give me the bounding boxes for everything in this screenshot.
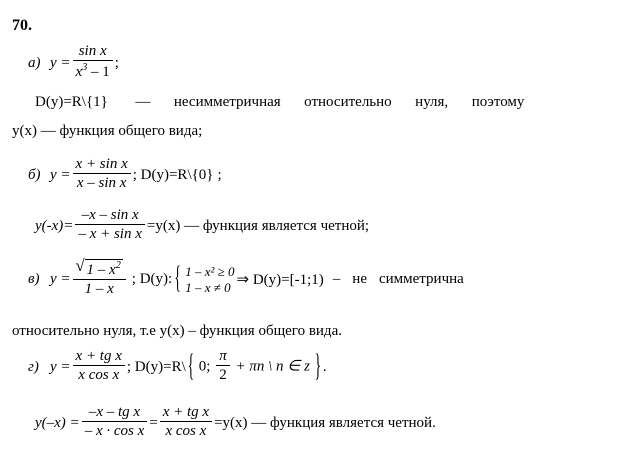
part-b-fraction-2	[75, 207, 144, 244]
part-g-fraction-3-denominator: x cos x	[165, 423, 207, 440]
solution-part-a-conclusion: y(x) — функция общего вида;	[12, 123, 203, 139]
part-a-domain-set: {1}	[85, 94, 108, 110]
part-g-yminusx: y(–x) =	[35, 414, 80, 431]
part-b-fraction-2-denominator: – x + sin x	[78, 226, 142, 243]
part-v-radicand-text: 1 – x	[86, 261, 116, 278]
part-g-label: г)	[28, 358, 39, 375]
part-b-y-equals: y =	[50, 166, 71, 183]
solution-part-b-line1	[28, 157, 222, 194]
part-g-fraction-denominator: x cos x	[78, 367, 120, 384]
part-g-fraction-numerator: x + tg x	[73, 348, 125, 367]
part-g-equals: =	[149, 414, 158, 431]
part-g-fraction-3	[160, 404, 212, 441]
part-a-domain-label: D(y)=R\	[35, 94, 86, 110]
solution-part-b-line2	[35, 208, 369, 245]
part-b-domain-set: {0}	[191, 166, 214, 183]
part-v-text-1: не	[352, 271, 367, 288]
solution-part-g-line1	[28, 349, 327, 386]
part-g-set-fraction-denominator: 2	[219, 367, 227, 384]
solution-part-a-domain	[35, 94, 615, 111]
part-g-period: .	[322, 358, 327, 375]
part-a-den-base: x	[75, 64, 83, 81]
part-a-text-3: нуля,	[415, 94, 449, 110]
part-a-fraction-denominator	[73, 61, 113, 81]
part-v-fraction-numerator	[73, 259, 126, 281]
part-a-fraction	[73, 43, 113, 82]
part-v-text-2: симметрична	[378, 271, 464, 288]
part-a-semicolon: ;	[114, 54, 119, 71]
part-b-semicolon: ;	[217, 166, 222, 183]
part-g-fraction-2-denominator: – x · cos x	[84, 423, 145, 440]
part-g-fraction-2-numerator: –x – tg x	[82, 404, 148, 423]
part-v-domain-label: ; D(y):	[131, 271, 173, 288]
square-root-icon	[76, 259, 123, 279]
part-a-text-1: несимметричная	[173, 94, 281, 110]
part-v-system	[174, 264, 234, 297]
part-g-domain-set	[186, 349, 323, 386]
part-g-set-fraction-numerator: π	[216, 348, 230, 367]
part-v-label: в)	[28, 271, 40, 288]
solution-part-v-line1	[28, 260, 464, 300]
part-b-fraction	[73, 156, 131, 193]
part-g-fraction-3-numerator: x + tg x	[160, 404, 212, 423]
part-a-label: а)	[28, 54, 41, 71]
part-a-dash: —	[135, 94, 151, 110]
part-b-fraction-numerator: x + sin x	[73, 156, 131, 175]
part-a-text-2: относительно	[304, 94, 392, 110]
part-b-yminusx: y(-x)=	[35, 217, 74, 234]
part-b-conclusion: =y(x) — функция является четной;	[146, 217, 370, 234]
part-b-fraction-2-numerator: –x – sin x	[75, 207, 144, 226]
part-a-text-4: поэтому	[471, 94, 525, 110]
part-a-den-exponent: 3	[82, 62, 88, 74]
part-v-implies: ⇒ D(y)=[-1;1)	[236, 272, 324, 289]
solution-part-g-line2	[35, 405, 436, 442]
part-g-set-fraction	[216, 348, 230, 385]
part-g-set-first: 0;	[198, 358, 211, 375]
part-b-label: б)	[28, 166, 41, 183]
task-number: 70.	[12, 17, 32, 34]
part-g-set-tail: + πn \ n ∈ z	[235, 358, 310, 375]
part-b-domain-label: ; D(y)=R\	[132, 166, 192, 183]
part-v-radicand	[85, 259, 123, 279]
part-v-fraction	[73, 259, 126, 299]
part-a-den-tail: – 1	[91, 64, 110, 81]
part-v-fraction-denominator: 1 – x	[84, 281, 114, 298]
solution-part-v-conclusion: относительно нуля, т.е y(x) – функция общего вида.	[12, 323, 342, 339]
part-a-fraction-numerator: sin x	[73, 43, 113, 62]
part-b-fraction-denominator: x – sin x	[76, 175, 127, 192]
part-v-system-row-2: 1 – x ≠ 0	[185, 279, 231, 295]
part-v-radicand-exponent: 2	[115, 259, 121, 271]
solution-part-a-line1	[28, 44, 119, 83]
part-v-dash: –	[332, 271, 341, 288]
part-g-fraction	[73, 348, 125, 385]
part-g-y-equals: y =	[50, 358, 71, 375]
part-v-y-equals: y =	[50, 271, 71, 288]
part-g-fraction-2	[82, 404, 148, 441]
part-v-system-row-1: { 1 – x² ≥ 0	[185, 263, 235, 279]
part-g-domain-label: ; D(y)=R\	[126, 358, 186, 375]
part-a-y-equals: y =	[50, 54, 71, 71]
part-g-conclusion: =y(x) — функция является четной.	[214, 414, 436, 431]
